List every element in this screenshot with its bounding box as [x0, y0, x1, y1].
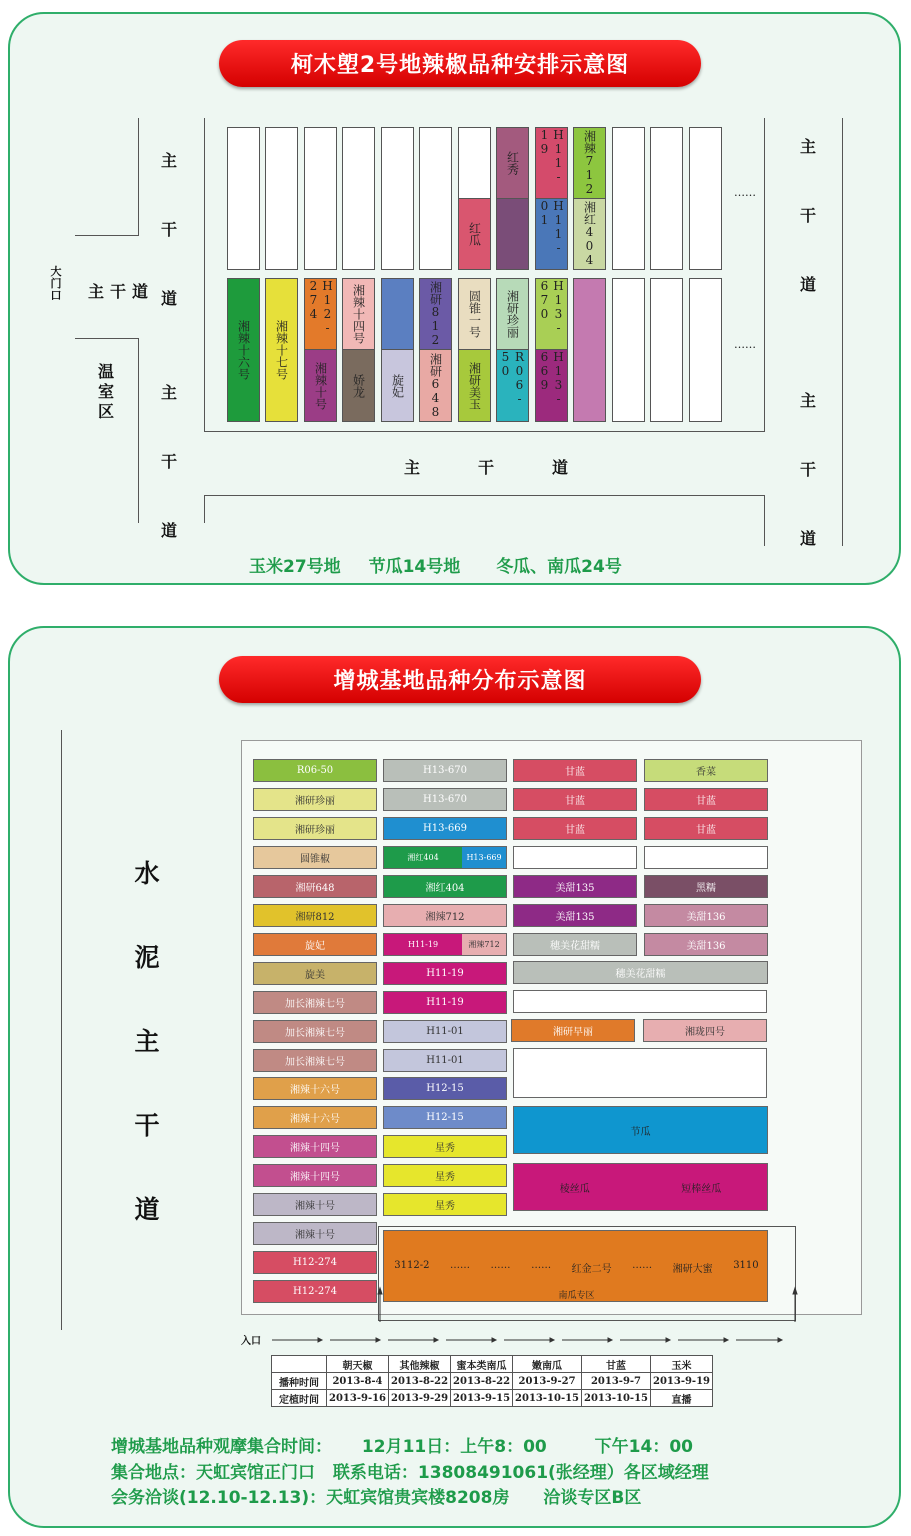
map1-left-road-top: 主干道	[160, 151, 177, 308]
map2-footer-place: 集合地点：天虹宾馆正门口	[111, 1463, 315, 1483]
schedule-cell: 播种时间	[272, 1373, 327, 1390]
map2-plot: 湘红404	[383, 875, 507, 898]
map2-pumpkin-item: ……	[490, 1260, 511, 1271]
map2-plot-split	[383, 933, 507, 956]
map1-road-line	[842, 118, 843, 546]
map1-plot	[612, 127, 645, 270]
map1-plot-hongxiu: 红秀	[496, 127, 529, 199]
map2-pumpkin-item: ……	[632, 1260, 653, 1271]
map1-plot	[265, 127, 298, 270]
map1-footer-pumpkin: 冬瓜、南瓜24号	[496, 557, 622, 577]
map2-footer-meeting: 会务洽谈(12.10-12.13)：天虹宾馆贵宾楼8208房	[111, 1488, 510, 1508]
map1-gate: 大门口	[50, 265, 62, 302]
map1-gate-road: 主干道	[88, 282, 155, 301]
map1-plot-h13-670: H13-670	[535, 278, 568, 350]
map2-footer-zone: 洽谈专区B区	[543, 1488, 642, 1508]
map2-plot: 加长湘辣七号	[253, 1020, 377, 1043]
map1-road-line	[204, 495, 205, 523]
map1-plot-h12-274: H12-274	[304, 278, 337, 350]
schedule-header: 蜜本类南瓜	[451, 1356, 513, 1373]
schedule-header: 朝天椒	[327, 1356, 389, 1373]
map2-plot: 甘蓝	[513, 788, 637, 811]
schedule-row	[272, 1373, 713, 1390]
schedule-header: 甘蓝	[582, 1356, 651, 1373]
map2-footer-line-3	[111, 1483, 641, 1508]
map1-plot-h11-01: H11-01	[535, 198, 568, 270]
schedule-header: 玉米	[650, 1356, 712, 1373]
schedule-cell: 2013-8-4	[327, 1373, 389, 1390]
map1-plot	[227, 127, 260, 270]
map1-title: 柯木塱2号地辣椒品种安排示意图	[219, 40, 701, 87]
map2-road-label: 水泥主干道	[134, 859, 160, 1224]
map1-road-line	[764, 495, 765, 546]
map1-road-line	[138, 338, 139, 523]
map1-plot-frame	[204, 431, 764, 432]
map1-road-line	[75, 235, 139, 236]
map1-road-line	[204, 495, 765, 496]
map2-footer-phone: 联系电话：13808491061(张经理）各区域经理	[332, 1463, 709, 1483]
schedule-cell: 定植时间	[272, 1390, 327, 1407]
map2-plot: 加长湘辣七号	[253, 1049, 377, 1072]
map1-road-line	[75, 338, 139, 339]
map2-plot: 湘研珍丽	[253, 788, 377, 811]
map2-plot: 旋妃	[253, 933, 377, 956]
map2-pumpkin-item: 湘研大蜜	[672, 1264, 713, 1275]
map2-pumpkin-item: 3110	[733, 1260, 759, 1271]
map1-plot-hongua: 红瓜	[458, 198, 491, 270]
schedule-cell: 2013-9-15	[451, 1390, 513, 1407]
map1-plot-frame	[764, 118, 765, 432]
map2-pumpkin-items	[384, 1260, 769, 1275]
map2-plot-empty	[513, 990, 767, 1013]
map1-ellipsis-top: ……	[734, 186, 756, 199]
map2-plot: R06-50	[253, 759, 377, 782]
map1-plot-yuanzhui1: 圆锥一号	[458, 278, 491, 350]
map2-schedule-table	[271, 1355, 713, 1407]
map2-footer-time-label: 增城基地品种观摩集合时间：	[111, 1437, 332, 1457]
map2-plot: H12-15	[383, 1106, 507, 1129]
map1-plot-xiangla712: 湘辣712	[573, 127, 606, 199]
map2-footer-line-1	[111, 1432, 693, 1457]
schedule-cell: 直播	[650, 1390, 712, 1407]
map1-plot-empty-purple	[496, 198, 529, 270]
map1-plot-xiangla16: 湘辣十六号	[227, 278, 260, 422]
map1-plot	[419, 127, 452, 270]
map2-plot-split-left: 湘红404	[384, 847, 462, 868]
map2-plot: H12-274	[253, 1280, 377, 1303]
map2-plot-split-right: H13-669	[462, 847, 506, 868]
map2-plot: 湘研812	[253, 904, 377, 927]
map2-plot: H13-670	[383, 788, 507, 811]
map2-plot-xiangyan-zaoli: 湘研早丽	[511, 1019, 635, 1042]
map2-plot: H13-670	[383, 759, 507, 782]
map1-footer	[249, 552, 622, 577]
map2-plot	[513, 846, 637, 869]
map2-plot-jiegua: 节瓜	[513, 1106, 768, 1154]
schedule-cell: 2013-9-27	[513, 1373, 582, 1390]
map2-plot-luffa-1: 棱丝瓜	[559, 1183, 590, 1195]
map1-left-road-bottom: 主干道	[160, 383, 177, 540]
map2-plot: 湘辣十四号	[253, 1164, 377, 1187]
schedule-cell: 2013-9-16	[327, 1390, 389, 1407]
map2-pumpkin-item: ……	[531, 1260, 552, 1271]
map2-plot: 湘辣十六号	[253, 1106, 377, 1129]
schedule-row	[272, 1390, 713, 1407]
map1-plot	[342, 127, 375, 270]
map1-plot-blue	[381, 278, 414, 350]
map2-pumpkin-zone-label: 南瓜专区	[558, 1291, 595, 1301]
map2-plot: 甘蓝	[644, 788, 768, 811]
map1-plot	[304, 127, 337, 270]
map2-plot: 黑糯	[644, 875, 768, 898]
map2-plot: 星秀	[383, 1193, 507, 1216]
schedule-header: 其他辣椒	[389, 1356, 451, 1373]
map2-plot: 香菜	[644, 759, 768, 782]
map1-plot-xianghong404: 湘红404	[573, 198, 606, 270]
map1-plot-r06-50: R06-50	[496, 349, 529, 422]
map2-entry-arrows	[0, 1280, 911, 1340]
map2-road-line	[61, 730, 62, 1330]
map2-plot: 美甜136	[644, 933, 768, 956]
map2-plot-xianglong4: 湘珑四号	[643, 1019, 767, 1042]
map2-entrance: 入口	[241, 1336, 261, 1347]
map1-plot-xiangyanzhenli: 湘研珍丽	[496, 278, 529, 350]
map2-plot: 甘蓝	[513, 759, 637, 782]
map2-footer-pm: 下午14：00	[594, 1437, 693, 1457]
map2-pumpkin-item: 红金二号	[571, 1264, 612, 1275]
map1-plot	[381, 127, 414, 270]
map2-plot: 美甜136	[644, 904, 768, 927]
map2-plot: H11-01	[383, 1049, 507, 1072]
map1-plot-xiangla14: 湘辣十四号	[342, 278, 375, 350]
map1-plot-h11-19: H11-19	[535, 127, 568, 199]
map1-ellipsis-bottom: ……	[734, 338, 756, 351]
map2-plot: 甘蓝	[513, 817, 637, 840]
map2-plot: 湘辣十号	[253, 1222, 377, 1245]
map2-plot	[644, 846, 768, 869]
schedule-cell: 2013-9-7	[582, 1373, 651, 1390]
map2-plot-split-left: H11-19	[384, 934, 462, 955]
map1-plot	[650, 127, 683, 270]
map2-plot-sweet-corn-wide: 穗美花甜糯	[513, 961, 768, 984]
map1-center-road: 主干道	[404, 458, 627, 477]
map2-plot: 湘辣712	[383, 904, 507, 927]
map1-plot	[689, 278, 722, 422]
map1-greenhouse: 温室区	[97, 362, 114, 421]
schedule-cell: 2013-8-22	[389, 1373, 451, 1390]
map1-plot	[650, 278, 683, 422]
map1-plot-xiangyan812: 湘研812	[419, 278, 452, 350]
map2-plot: 圆锥椒	[253, 846, 377, 869]
map2-plot: 星秀	[383, 1164, 507, 1187]
schedule-cell: 2013-8-22	[451, 1373, 513, 1390]
map2-title: 增城基地品种分布示意图	[219, 656, 701, 703]
map2-footer-line-2	[111, 1458, 709, 1483]
map1-plot-xiangla17: 湘辣十七号	[265, 278, 298, 422]
map2-plot: 湘辣十六号	[253, 1077, 377, 1100]
map2-plot-split-right: 湘辣712	[462, 934, 506, 955]
schedule-header: 嫩南瓜	[513, 1356, 582, 1373]
map2-plot: 穗美花甜糯	[513, 933, 637, 956]
map2-plot: 旋美	[253, 962, 377, 985]
schedule-cell: 2013-10-15	[582, 1390, 651, 1407]
map2-plot: 加长湘辣七号	[253, 991, 377, 1014]
map1-plot	[612, 278, 645, 422]
map1-right-road-bottom: 主干道	[799, 391, 816, 548]
map2-pumpkin-item: 3112-2	[394, 1260, 430, 1271]
map2-plot: H12-15	[383, 1077, 507, 1100]
map2-plot: 甘蓝	[644, 817, 768, 840]
map1-plot-jiaolong: 娇龙	[342, 349, 375, 422]
map2-plot: H11-19	[383, 991, 507, 1014]
map1-plot-frame	[204, 118, 205, 432]
map1-road-line	[138, 118, 139, 236]
map1-footer-corn: 玉米27号地	[249, 557, 341, 577]
map1-plot-xiangyanmeiyu: 湘研美玉	[458, 349, 491, 422]
map2-plot: H11-19	[383, 962, 507, 985]
map2-plot-luffa-2: 短棒丝瓜	[681, 1183, 722, 1195]
map1-plot-pink	[573, 278, 606, 422]
schedule-cell: 2013-9-29	[389, 1390, 451, 1407]
map2-plot: 湘研648	[253, 875, 377, 898]
map1-footer-jiegua: 节瓜14号地	[368, 557, 461, 577]
map1-plot	[689, 127, 722, 270]
map2-plot: H13-669	[383, 817, 507, 840]
map2-plot-empty-large	[513, 1048, 767, 1098]
map2-plot: 湘研珍丽	[253, 817, 377, 840]
map2-plot: 湘辣十四号	[253, 1135, 377, 1158]
map2-plot: H12-274	[253, 1251, 377, 1274]
map2-plot: 美甜135	[513, 904, 637, 927]
schedule-header	[272, 1356, 327, 1373]
map1-plot-xiangyan648: 湘研648	[419, 349, 452, 422]
map2-plot-luffa	[513, 1163, 768, 1211]
map1-plot-h13-669: H13-669	[535, 349, 568, 422]
map1-plot-xuanfei: 旋妃	[381, 349, 414, 422]
map1-plot-xiangla10: 湘辣十号	[304, 349, 337, 422]
map2-footer-date-am: 12月11日：上午8：00	[361, 1437, 547, 1457]
map1-plot	[458, 127, 491, 199]
map2-pumpkin-item: ……	[450, 1260, 470, 1271]
schedule-cell: 2013-9-19	[650, 1373, 712, 1390]
schedule-cell: 2013-10-15	[513, 1390, 582, 1407]
map2-plot: 湘辣十号	[253, 1193, 377, 1216]
map1-right-road-top: 主干道	[799, 137, 816, 294]
map2-plot-split	[383, 846, 507, 869]
map2-plot: 美甜135	[513, 875, 637, 898]
map2-plot: 星秀	[383, 1135, 507, 1158]
map2-plot: H11-01	[383, 1020, 507, 1043]
